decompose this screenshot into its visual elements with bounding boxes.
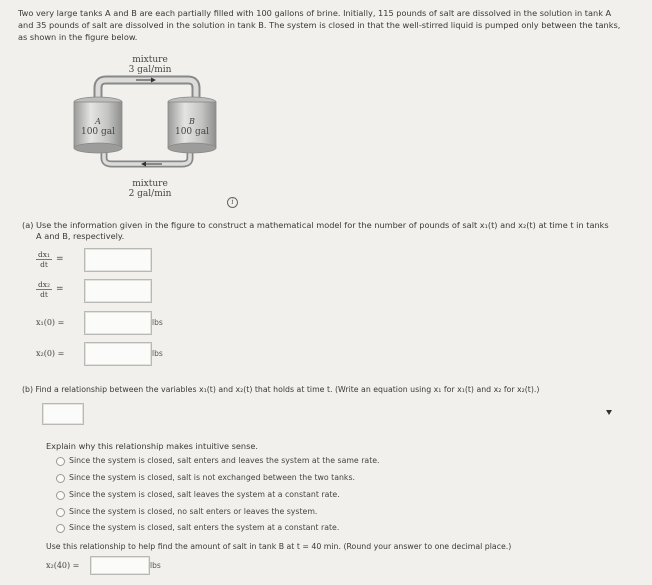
x2-0-unit: lbs <box>152 349 163 358</box>
option-radio-1[interactable] <box>56 457 65 466</box>
top-flow-label: mixture 3 gal/min <box>128 55 172 75</box>
intro-line-1: Two very large tanks A and B are each partially filled with 100 gallons of brine. Initially, 115 pounds of salt are dissolved in the solution in tank A <box>18 8 612 18</box>
cursor-arrow-icon <box>606 410 612 415</box>
option-label-5[interactable]: Since the system is closed, salt enters the system at a constant rate. <box>69 523 340 532</box>
bottom-flow-label: mixture 2 gal/min <box>128 179 172 199</box>
option-label-1[interactable]: Since the system is closed, salt enters and leaves the system at the same rate. <box>69 456 380 465</box>
option-label-3[interactable]: Since the system is closed, salt leaves the system at a constant rate. <box>69 490 340 499</box>
explain-prompt: Explain why this relationship makes intuitive sense. <box>46 441 259 451</box>
option-radio-5[interactable] <box>56 524 65 533</box>
x2-40-label: x₂(40) = <box>46 561 80 570</box>
x2-0-input[interactable] <box>84 342 152 366</box>
part-b-prompt: (b) Find a relationship between the variables x₁(t) and x₂(t) that holds at time t. (Write an equation using x₁ for x₁(t) and x₂ for x₂(t).) <box>22 385 540 394</box>
x1-0-label: x₁(0) = <box>36 318 65 327</box>
x1-0-input[interactable] <box>84 311 152 335</box>
tank-b-label: B 100 gal <box>174 117 210 137</box>
dx1-dt-label: $\frac{\text{dx₁}}{dt}$ <box>37 250 51 269</box>
use-relationship-prompt: Use this relationship to help find the amount of salt in tank B at t = 40 min. (Round your answer to one decimal place.) <box>46 542 512 551</box>
top-pipe <box>98 80 196 100</box>
intro-line-3: as shown in the figure below. <box>18 32 138 42</box>
dx2-dt-input[interactable] <box>84 279 152 303</box>
dx2-equals: = <box>56 284 64 294</box>
x2-0-label: x₂(0) = <box>36 349 65 358</box>
option-radio-2[interactable] <box>56 474 65 483</box>
intro-line-2: and 35 pounds of salt are dissolved in the solution in tank B. The system is closed in that the well-stirred liquid is pumped only between the tanks, <box>18 20 621 30</box>
x2-40-unit: lbs <box>150 561 161 570</box>
problem-intro <box>18 7 640 43</box>
dx2-dt-label: $\frac{\text{dx₂}}{dt}$ <box>37 280 51 299</box>
x1-0-unit: lbs <box>152 318 163 327</box>
info-icon[interactable]: i <box>227 197 238 208</box>
tank-a-label: A 100 gal <box>80 117 116 137</box>
option-label-4[interactable]: Since the system is closed, no salt enters or leaves the system. <box>69 507 318 516</box>
option-label-2[interactable]: Since the system is closed, salt is not exchanged between the two tanks. <box>69 473 355 482</box>
option-radio-4[interactable] <box>56 508 65 517</box>
part-a-prompt: (a) Use the information given in the figure to construct a mathematical model for the number of pounds of salt x₁(t) and x₂(t) at time t in tanks A and B, respectively. <box>22 220 609 241</box>
relationship-input[interactable] <box>42 403 84 425</box>
dx1-equals: = <box>56 254 64 264</box>
dx1-dt-input[interactable] <box>84 248 152 272</box>
tank-figure <box>70 50 240 210</box>
x2-40-input[interactable] <box>90 556 150 575</box>
option-radio-3[interactable] <box>56 491 65 500</box>
